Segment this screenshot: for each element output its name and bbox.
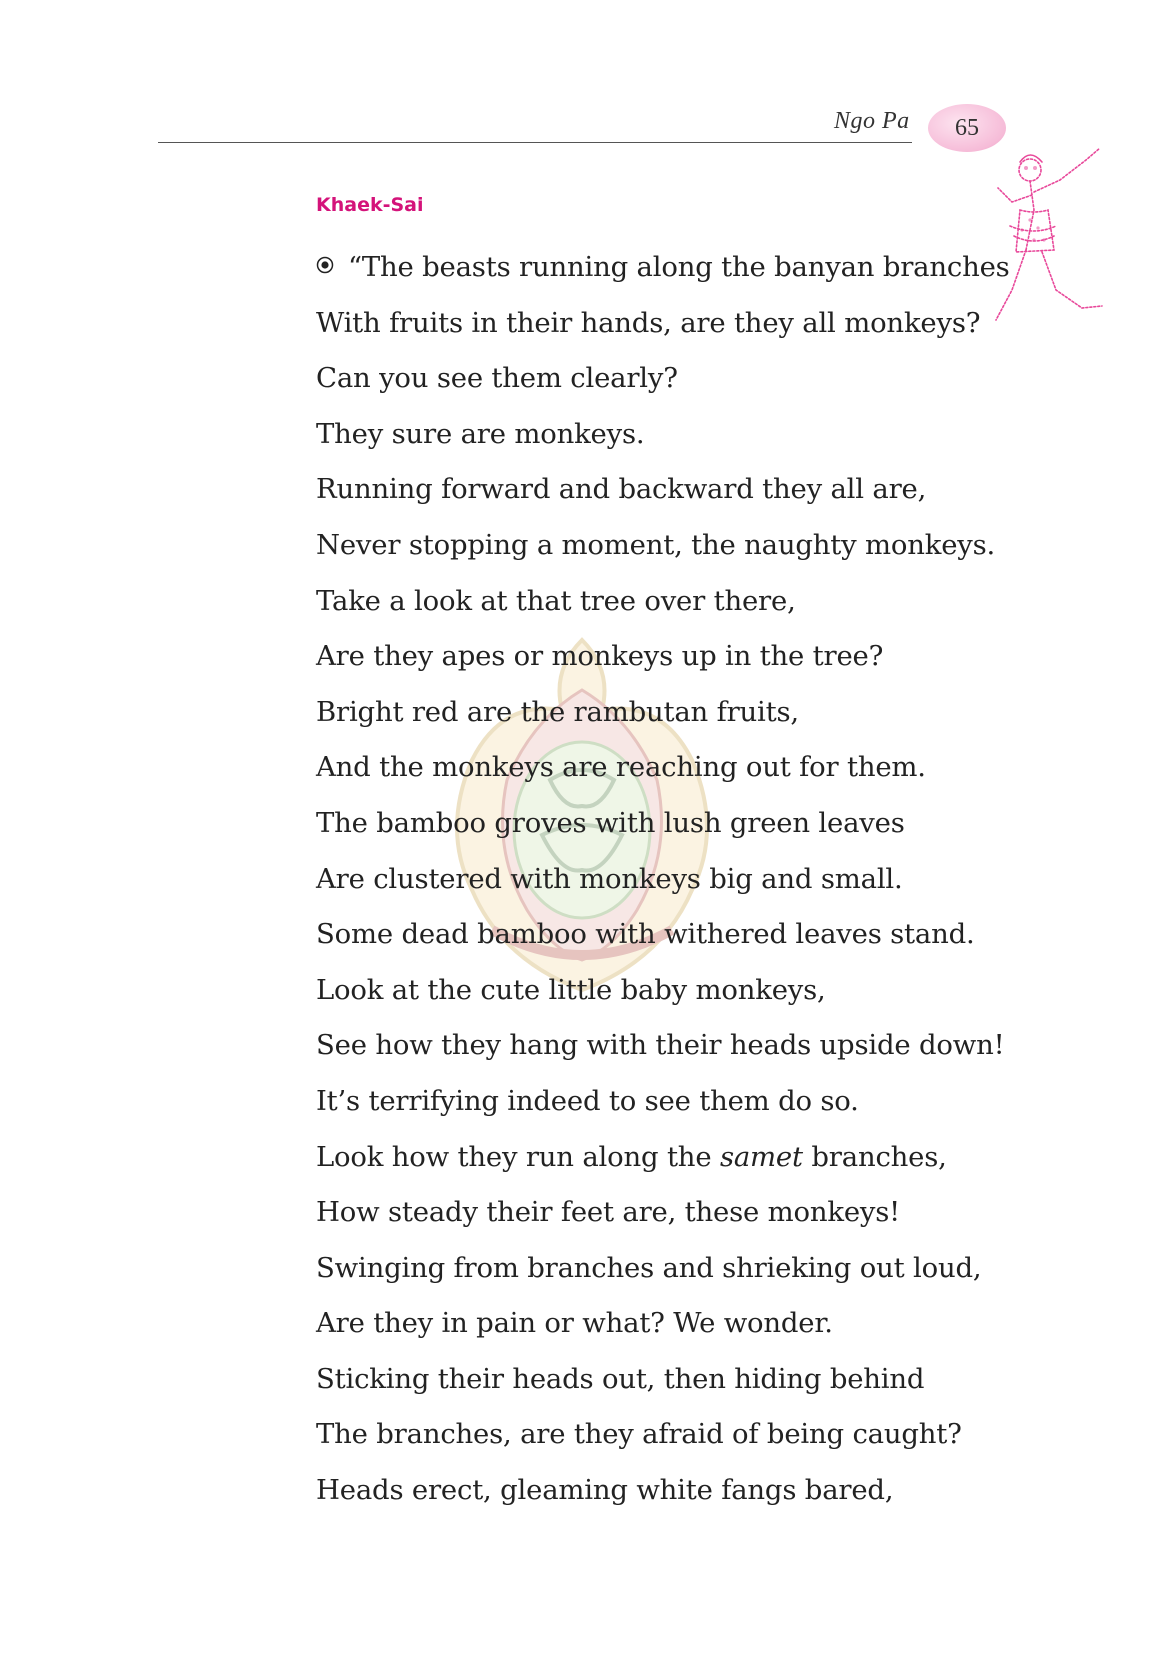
poem-line-13: Some dead bamboo with withered leaves stand.: [316, 918, 975, 951]
header-rule: [158, 142, 912, 143]
poem-line-9: Bright red are the rambutan fruits,: [316, 695, 799, 728]
poem-line-22: The branches, are they afraid of being caught?: [316, 1418, 962, 1451]
poem-line-14: Look at the cute little baby monkeys,: [316, 973, 826, 1006]
poem-line-11: The bamboo groves with lush green leaves: [316, 806, 905, 839]
poem-line-21: Sticking their heads out, then hiding behind: [316, 1362, 925, 1395]
poem-line-6: Never stopping a moment, the naughty monkeys.: [316, 528, 996, 561]
poem-line-4: They sure are monkeys.: [316, 417, 645, 450]
poem-line-17-end: branches,: [802, 1140, 947, 1173]
poem-line-7: Take a look at that tree over there,: [316, 584, 796, 617]
poem-line-1: [316, 240, 1036, 296]
page-number: 65: [955, 114, 979, 141]
poem-line-20: Are they in pain or what? We wonder.: [316, 1307, 833, 1340]
poem-line-8: Are they apes or monkeys up in the tree?: [316, 640, 884, 673]
poem-line-15: See how they hang with their heads upside down!: [316, 1029, 1005, 1062]
section-heading: Khaek-Sai: [316, 194, 424, 216]
poem-line-12: Are clustered with monkeys big and small.: [316, 862, 903, 895]
poem-line-2: With fruits in their hands, are they all monkeys?: [316, 306, 981, 339]
poem-line-10: And the monkeys are reaching out for them.: [316, 751, 926, 784]
poem-line-19: Swinging from branches and shrieking out loud,: [316, 1251, 982, 1284]
poem-line-5: Running forward and backward they all are,: [316, 473, 927, 506]
poem-line-17: [316, 1130, 1036, 1186]
poem-line-17-start: Look how they run along the: [316, 1140, 720, 1173]
running-title: Ngo Pa: [834, 108, 910, 134]
poem-line-3: Can you see them clearly?: [316, 362, 678, 395]
poem-line-text: “The beasts running along the banyan branches: [348, 251, 1010, 283]
poem-line-23: Heads erect, gleaming white fangs bared,: [316, 1474, 894, 1507]
poem: [316, 240, 1036, 1519]
bullet-target-icon: [316, 256, 334, 274]
poem-italic-word: samet: [719, 1140, 803, 1173]
poem-line-16: It’s terrifying indeed to see them do so.: [316, 1084, 859, 1117]
poem-line-18: How steady their feet are, these monkeys!: [316, 1196, 901, 1229]
